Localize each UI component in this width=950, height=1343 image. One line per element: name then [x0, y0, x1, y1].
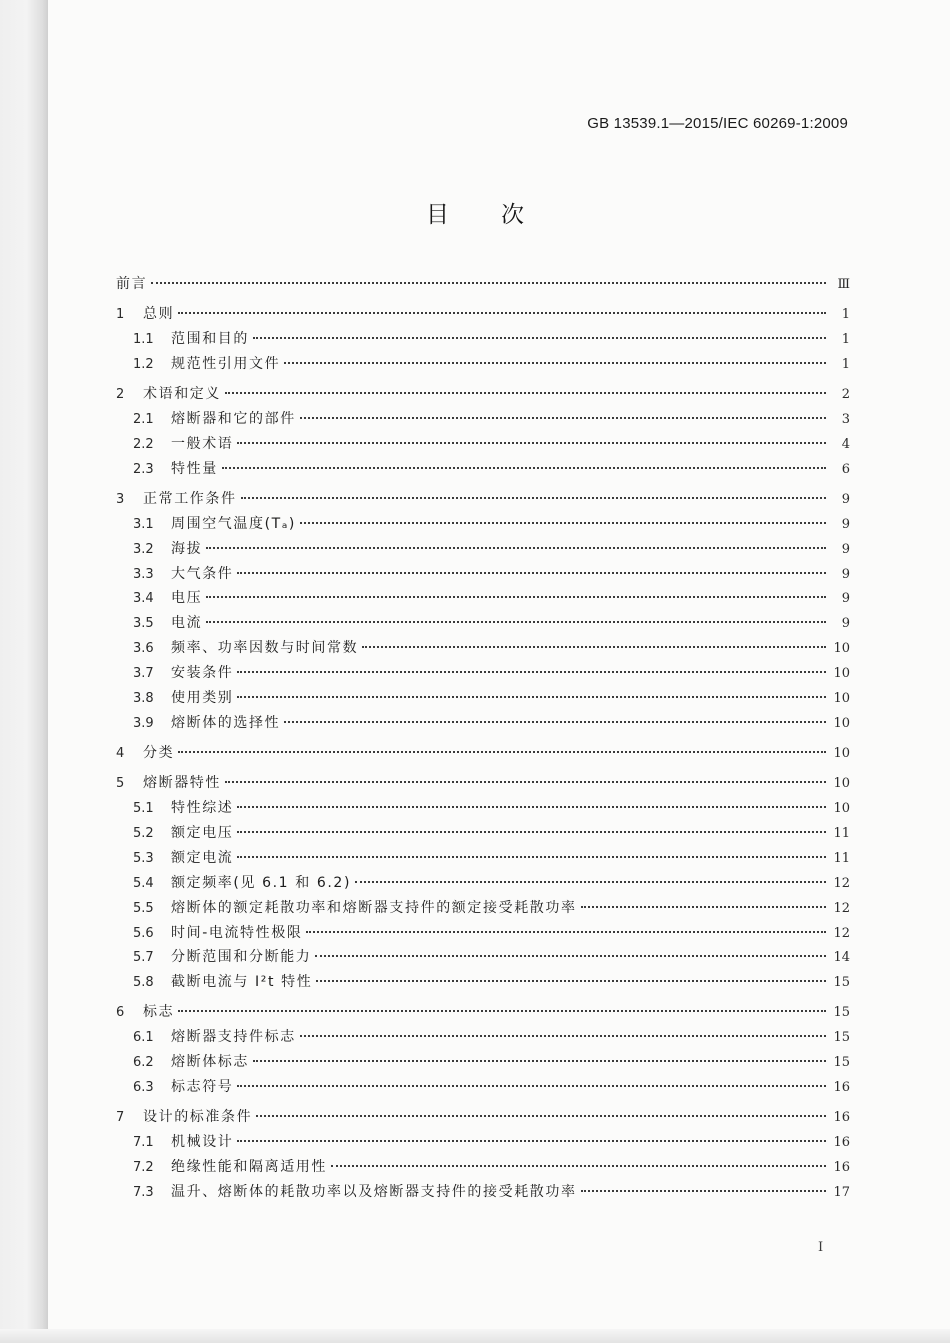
toc-entry[interactable]: [116, 661, 850, 685]
toc-entry-number: 2.3: [133, 461, 154, 477]
dot-leader: [362, 645, 826, 648]
toc-entry-title: 标志符号: [171, 1079, 234, 1096]
dot-leader: [225, 780, 826, 783]
toc-entry-title: 时间-电流特性极限: [171, 924, 303, 941]
toc-entry-title: 额定电压: [171, 824, 234, 841]
toc-entry[interactable]: [116, 636, 850, 660]
toc-entry-number: 3.6: [133, 641, 154, 657]
dot-leader: [237, 855, 826, 858]
toc-entry[interactable]: [116, 711, 850, 735]
toc-entry-number: 3.7: [133, 666, 154, 682]
dot-leader: [284, 720, 826, 723]
toc-entry-title: 熔断器支持件标志: [171, 1029, 296, 1046]
toc-entry-page: 9: [841, 541, 850, 557]
toc-entry[interactable]: [116, 611, 850, 635]
toc-entry-page: 16: [833, 1080, 850, 1096]
dot-leader: [284, 361, 826, 364]
toc-entry[interactable]: [116, 921, 850, 945]
toc-entry-page: 1: [841, 307, 850, 323]
toc-entry-page: 12: [833, 900, 850, 916]
toc-entry-page: 1: [841, 356, 850, 372]
toc-entry-title: 频率、功率因数与时间常数: [171, 640, 359, 657]
toc-entry[interactable]: [116, 302, 850, 326]
toc-entry-number: 5.7: [133, 950, 154, 966]
toc-entry-number: 3.3: [133, 566, 154, 582]
toc-entry-number: 6.1: [133, 1030, 154, 1046]
toc-entry-title: 海拔: [171, 540, 203, 557]
toc-entry-page: 16: [833, 1135, 850, 1151]
toc-entry-title: 熔断体的选择性: [171, 714, 281, 731]
dot-leader: [256, 1114, 826, 1117]
toc-entry-title: 特性量: [171, 460, 218, 477]
toc-entry-title: 额定电流: [171, 849, 234, 866]
toc-entry-number: 2.1: [133, 411, 154, 427]
toc-entry-title: 机械设计: [171, 1134, 234, 1151]
standard-code-header: GB 13539.1—2015/IEC 60269-1:2009: [587, 115, 848, 132]
toc-entry[interactable]: [116, 586, 850, 610]
toc-entry-page: 10: [833, 746, 850, 761]
toc-entry-title: 正常工作条件: [143, 490, 237, 507]
scan-edge-bottom: [0, 1329, 950, 1343]
toc-entry-page: 9: [841, 491, 850, 507]
toc-entry-number: 3.4: [133, 591, 154, 607]
toc-entry[interactable]: [116, 487, 850, 511]
toc-entry-number: 5.4: [133, 875, 154, 891]
toc-entry-title: 规范性引用文件: [171, 355, 281, 372]
dot-leader: [237, 441, 826, 444]
dot-leader: [316, 979, 826, 982]
toc-entry-title: 电流: [171, 615, 203, 632]
toc-entry-number: 7.2: [133, 1160, 154, 1175]
dot-leader: [315, 954, 826, 957]
toc-entry[interactable]: [116, 382, 850, 406]
toc-entry[interactable]: [116, 796, 850, 820]
toc-entry-page: 15: [833, 975, 850, 991]
toc-entry-number: 5.5: [133, 900, 154, 916]
toc-entry-page: 9: [841, 516, 850, 532]
toc-entry-page: 16: [833, 1110, 850, 1126]
toc-entry-page: 14: [833, 950, 850, 966]
dot-leader: [306, 930, 826, 933]
toc-entry-title: 额定频率(见 6.1 和 6.2): [171, 874, 352, 891]
toc-entry-page: 10: [833, 715, 850, 731]
toc-entry-page: 16: [833, 1160, 850, 1175]
toc-entry-number: 2: [116, 387, 125, 402]
toc-entry-number: 2.2: [133, 436, 154, 452]
toc-entry[interactable]: [116, 1050, 850, 1074]
dot-leader: [581, 905, 826, 908]
toc-entry-number: 7.3: [133, 1184, 154, 1200]
toc-entry-number: 3.2: [133, 541, 154, 557]
toc-entry[interactable]: [116, 512, 850, 536]
toc-entry-page: 11: [833, 825, 850, 841]
toc-entry-page: 15: [833, 1055, 850, 1071]
dot-leader: [300, 521, 826, 524]
toc-entry[interactable]: [116, 1130, 850, 1154]
toc-entry-page: 10: [833, 641, 850, 657]
toc-entry[interactable]: [116, 1180, 850, 1204]
toc-entry-number: 6.2: [133, 1055, 154, 1071]
toc-entry[interactable]: [116, 871, 850, 895]
dot-leader: [151, 281, 826, 284]
toc-entry-title: 熔断体的额定耗散功率和熔断器支持件的额定接受耗散功率: [171, 899, 577, 916]
toc-entry-page: 17: [833, 1184, 850, 1200]
toc-entry-number: 6.3: [133, 1080, 154, 1096]
dot-leader: [241, 496, 826, 499]
toc-entry-page: 10: [833, 776, 850, 792]
footer-page-number: I: [818, 1240, 824, 1255]
toc-entry[interactable]: [116, 945, 850, 969]
toc-entry-title: 总则: [143, 306, 175, 323]
dot-leader: [222, 466, 826, 469]
toc-entry-title: 大气条件: [171, 565, 234, 582]
toc-entry-number: 1.1: [133, 332, 154, 347]
dot-leader: [237, 670, 826, 673]
toc-entry-title: 安装条件: [171, 665, 234, 682]
dot-leader: [237, 695, 826, 698]
toc-entry[interactable]: [116, 537, 850, 561]
dot-leader: [253, 336, 826, 339]
toc-entry-title: 使用类别: [171, 690, 234, 706]
toc-entry[interactable]: [116, 457, 850, 481]
toc-entry[interactable]: [116, 686, 850, 710]
toc-entry[interactable]: [116, 741, 850, 765]
toc-entry[interactable]: [116, 970, 850, 994]
toc-entry-number: 3.5: [133, 616, 154, 632]
toc-entry-title: 截断电流与 I²t 特性: [171, 974, 313, 991]
toc-entry-title: 分断范围和分断能力: [171, 949, 312, 966]
toc-entry-number: 4: [116, 746, 125, 761]
toc-entry-page: 11: [833, 850, 850, 866]
toc-entry-page: 9: [841, 566, 850, 582]
toc-entry-number: 3.9: [133, 715, 154, 731]
toc-entry-page: 15: [833, 1005, 850, 1021]
toc-entry-title: 范围和目的: [171, 331, 249, 347]
toc-entry-page: 1: [841, 332, 850, 347]
toc-entry-page: Ⅲ: [837, 277, 850, 292]
toc-entry-number: 5.2: [133, 825, 154, 841]
toc-entry-page: 12: [833, 875, 850, 891]
toc-entry-number: 1: [116, 307, 125, 323]
toc-entry-page: 10: [833, 666, 850, 682]
toc-entry-title: 熔断器特性: [143, 775, 221, 792]
dot-leader: [237, 1084, 826, 1087]
dot-leader: [178, 750, 826, 753]
toc-entry-title: 特性综述: [171, 800, 234, 816]
toc-entry-number: 5: [116, 776, 125, 792]
toc-entry-title: 熔断体标志: [171, 1054, 249, 1071]
dot-leader: [581, 1189, 826, 1192]
toc-entry-title: 周围空气温度(Tₐ): [171, 515, 296, 532]
dot-leader: [253, 1059, 826, 1062]
page-title: 目次: [426, 202, 576, 228]
toc-entry-number: 7: [116, 1110, 125, 1126]
toc-entry[interactable]: [116, 896, 850, 920]
toc-entry-title: 标志: [143, 1004, 175, 1021]
dot-leader: [178, 1009, 826, 1012]
dot-leader: [355, 880, 826, 883]
toc-entry-page: 3: [841, 411, 850, 427]
toc-entry-number: 5.1: [133, 801, 154, 816]
dot-leader: [237, 1139, 826, 1142]
dot-leader: [237, 571, 826, 574]
toc-entry-page: 4: [841, 436, 850, 452]
toc-entry[interactable]: [116, 562, 850, 586]
toc-entry-page: 9: [841, 616, 850, 632]
toc-entry-number: 5.3: [133, 850, 154, 866]
toc-entry[interactable]: [116, 272, 850, 296]
dot-leader: [206, 620, 826, 623]
dot-leader: [206, 595, 826, 598]
toc-entry[interactable]: [116, 1000, 850, 1024]
toc-entry-number: 1.2: [133, 356, 154, 372]
toc-entry-page: 15: [833, 1030, 850, 1046]
toc-entry-page: 10: [833, 801, 850, 816]
toc-entry[interactable]: [116, 1075, 850, 1099]
dot-leader: [300, 416, 826, 419]
toc-entry-title: 前言: [116, 276, 148, 292]
toc-entry-page: 9: [841, 591, 850, 607]
toc-entry-page: 2: [841, 387, 850, 402]
toc-entry[interactable]: [116, 846, 850, 870]
toc-entry-page: 6: [841, 461, 850, 477]
toc-entry-number: 6: [116, 1005, 125, 1021]
dot-leader: [237, 830, 826, 833]
dot-leader: [206, 546, 826, 549]
toc-entry-page: 10: [833, 691, 850, 706]
toc-entry-number: 3.1: [133, 516, 154, 532]
toc-entry[interactable]: [116, 327, 850, 351]
toc-entry[interactable]: [116, 821, 850, 845]
toc-entry-number: 3.8: [133, 691, 154, 706]
dot-leader: [237, 805, 826, 808]
dot-leader: [178, 311, 826, 314]
toc-entry-number: 7.1: [133, 1135, 154, 1151]
toc-entry-title: 分类: [143, 745, 175, 761]
toc-entry[interactable]: [116, 1105, 850, 1129]
toc-entry-number: 5.6: [133, 925, 154, 941]
toc-entry-title: 熔断器和它的部件: [171, 410, 296, 427]
toc-entry-title: 术语和定义: [143, 386, 221, 402]
toc-entry-page: 12: [833, 925, 850, 941]
dot-leader: [331, 1164, 826, 1167]
toc-entry[interactable]: [116, 352, 850, 376]
dot-leader: [225, 391, 826, 394]
toc-entry-number: 5.8: [133, 975, 154, 991]
toc-entry-title: 设计的标准条件: [143, 1109, 253, 1126]
dot-leader: [300, 1034, 826, 1037]
toc-entry-title: 绝缘性能和隔离适用性: [171, 1159, 327, 1175]
toc-entry[interactable]: [116, 1025, 850, 1049]
toc-entry-title: 电压: [171, 590, 203, 607]
toc-entry[interactable]: [116, 432, 850, 456]
toc-entry[interactable]: [116, 407, 850, 431]
toc-entry[interactable]: [116, 1155, 850, 1179]
toc-entry-title: 一般术语: [171, 435, 234, 452]
toc-entry-number: 3: [116, 491, 125, 507]
toc-entry[interactable]: [116, 771, 850, 795]
toc-entry-title: 温升、熔断体的耗散功率以及熔断器支持件的接受耗散功率: [171, 1183, 577, 1200]
